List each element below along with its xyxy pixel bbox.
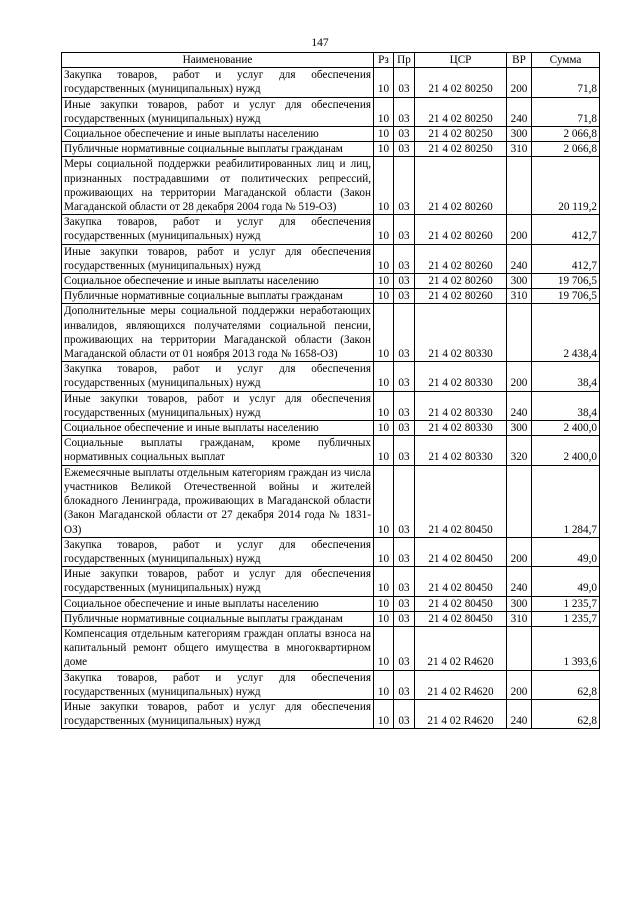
- cell-pr: 03: [394, 436, 415, 465]
- table-row: [62, 421, 600, 436]
- cell-csr: 21 4 02 80450: [415, 567, 507, 596]
- cell-csr: 21 4 02 80330: [415, 391, 507, 420]
- table-header-row: [62, 53, 600, 68]
- budget-table: [61, 52, 600, 729]
- cell-vr: 310: [507, 611, 532, 626]
- cell-rz: 10: [374, 567, 394, 596]
- table-row: [62, 465, 600, 537]
- cell-vr: 200: [507, 362, 532, 391]
- cell-pr: 03: [394, 567, 415, 596]
- cell-pr: 03: [394, 97, 415, 126]
- cell-csr: 21 4 02 80450: [415, 611, 507, 626]
- table-row: [62, 391, 600, 420]
- cell-pr: 03: [394, 157, 415, 215]
- table-row: [62, 127, 600, 142]
- cell-pr: 03: [394, 274, 415, 289]
- cell-pr: 03: [394, 670, 415, 699]
- cell-rz: 10: [374, 596, 394, 611]
- cell-csr: 21 4 02 80250: [415, 142, 507, 157]
- table-row: [62, 274, 600, 289]
- header-name: Наименование: [62, 53, 374, 68]
- table-row: [62, 699, 600, 728]
- cell-name: Ежемесячные выплаты отдельным категориям граждан из числа участников Великой Отечественной войны и жителей блокадного Ленинграда, проживающих в Магаданской области (Закон Магаданской области от 27 декабря 2014 года № 1831-ОЗ): [62, 465, 374, 537]
- cell-name: Закупка товаров, работ и услуг для обеспечения государственных (муниципальных) нужд: [62, 68, 374, 97]
- cell-pr: 03: [394, 699, 415, 728]
- cell-sum: 20 119,2: [532, 157, 600, 215]
- cell-vr: 300: [507, 127, 532, 142]
- cell-rz: 10: [374, 537, 394, 566]
- cell-sum: 1 235,7: [532, 596, 600, 611]
- cell-rz: 10: [374, 289, 394, 304]
- cell-pr: 03: [394, 362, 415, 391]
- cell-pr: 03: [394, 611, 415, 626]
- cell-vr: 240: [507, 567, 532, 596]
- cell-pr: 03: [394, 142, 415, 157]
- cell-name: Иные закупки товаров, работ и услуг для обеспечения государственных (муниципальных) нужд: [62, 244, 374, 273]
- header-rz: Рз: [374, 53, 394, 68]
- cell-csr: 21 4 02 80260: [415, 274, 507, 289]
- cell-rz: 10: [374, 436, 394, 465]
- cell-sum: 2 066,8: [532, 142, 600, 157]
- cell-vr: 320: [507, 436, 532, 465]
- cell-name: Закупка товаров, работ и услуг для обеспечения государственных (муниципальных) нужд: [62, 215, 374, 244]
- cell-rz: 10: [374, 699, 394, 728]
- cell-vr: 240: [507, 391, 532, 420]
- cell-vr: 240: [507, 699, 532, 728]
- cell-csr: 21 4 02 80260: [415, 244, 507, 273]
- header-pr: Пр: [394, 53, 415, 68]
- cell-vr: 200: [507, 537, 532, 566]
- cell-sum: 62,8: [532, 670, 600, 699]
- cell-name: Социальное обеспечение и иные выплаты населению: [62, 127, 374, 142]
- cell-sum: 49,0: [532, 537, 600, 566]
- cell-vr: 200: [507, 670, 532, 699]
- cell-csr: 21 4 02 R4620: [415, 670, 507, 699]
- cell-pr: 03: [394, 391, 415, 420]
- cell-pr: 03: [394, 304, 415, 362]
- table-row: [62, 157, 600, 215]
- cell-rz: 10: [374, 304, 394, 362]
- cell-sum: 38,4: [532, 391, 600, 420]
- cell-pr: 03: [394, 626, 415, 670]
- cell-csr: 21 4 02 80250: [415, 127, 507, 142]
- cell-sum: 49,0: [532, 567, 600, 596]
- cell-csr: 21 4 02 80330: [415, 436, 507, 465]
- cell-pr: 03: [394, 289, 415, 304]
- cell-sum: 1 393,6: [532, 626, 600, 670]
- cell-sum: 71,8: [532, 68, 600, 97]
- cell-rz: 10: [374, 421, 394, 436]
- cell-sum: 2 438,4: [532, 304, 600, 362]
- cell-name: Социальные выплаты гражданам, кроме публичных нормативных социальных выплат: [62, 436, 374, 465]
- cell-vr: [507, 157, 532, 215]
- cell-rz: 10: [374, 611, 394, 626]
- cell-name: Иные закупки товаров, работ и услуг для обеспечения государственных (муниципальных) нужд: [62, 567, 374, 596]
- cell-sum: 38,4: [532, 362, 600, 391]
- cell-sum: 62,8: [532, 699, 600, 728]
- cell-rz: 10: [374, 127, 394, 142]
- table-row: [62, 670, 600, 699]
- cell-sum: 19 706,5: [532, 274, 600, 289]
- cell-sum: 2 400,0: [532, 436, 600, 465]
- cell-pr: 03: [394, 465, 415, 537]
- table-row: [62, 244, 600, 273]
- cell-rz: 10: [374, 274, 394, 289]
- cell-name: Компенсация отдельным категориям граждан оплаты взноса на капитальный ремонт общего имущества в многоквартирном доме: [62, 626, 374, 670]
- cell-rz: 10: [374, 391, 394, 420]
- cell-name: Иные закупки товаров, работ и услуг для обеспечения государственных (муниципальных) нужд: [62, 97, 374, 126]
- cell-sum: 1 284,7: [532, 465, 600, 537]
- cell-rz: 10: [374, 626, 394, 670]
- table-row: [62, 289, 600, 304]
- cell-sum: 412,7: [532, 215, 600, 244]
- cell-csr: 21 4 02 80260: [415, 289, 507, 304]
- table-row: [62, 567, 600, 596]
- cell-rz: 10: [374, 362, 394, 391]
- cell-name: Дополнительные меры социальной поддержки неработающих инвалидов, являющихся получателями социальной пенсии, проживающих на территории Магаданской области (Закон Магаданской области от 01 ноября 2013 года № 1658-ОЗ): [62, 304, 374, 362]
- cell-sum: 1 235,7: [532, 611, 600, 626]
- cell-vr: 300: [507, 421, 532, 436]
- cell-csr: 21 4 02 80260: [415, 157, 507, 215]
- cell-name: Закупка товаров, работ и услуг для обеспечения государственных (муниципальных) нужд: [62, 362, 374, 391]
- cell-rz: 10: [374, 670, 394, 699]
- page-number: 147: [311, 37, 329, 49]
- table-row: [62, 611, 600, 626]
- cell-vr: 300: [507, 596, 532, 611]
- cell-rz: 10: [374, 215, 394, 244]
- cell-pr: 03: [394, 127, 415, 142]
- cell-pr: 03: [394, 244, 415, 273]
- cell-csr: 21 4 02 80330: [415, 304, 507, 362]
- cell-name: Социальное обеспечение и иные выплаты населению: [62, 421, 374, 436]
- cell-name: Социальное обеспечение и иные выплаты населению: [62, 596, 374, 611]
- cell-csr: 21 4 02 R4620: [415, 699, 507, 728]
- cell-rz: 10: [374, 97, 394, 126]
- table-row: [62, 436, 600, 465]
- cell-csr: 21 4 02 80250: [415, 68, 507, 97]
- cell-pr: 03: [394, 421, 415, 436]
- table-row: [62, 626, 600, 670]
- cell-csr: 21 4 02 80450: [415, 596, 507, 611]
- cell-name: Меры социальной поддержки реабилитированных лиц и лиц, признанных пострадавшими от политических репрессий, проживающих на территории Магаданской области (Закон Магаданской области от 28 декабря 2004 года № 519-ОЗ): [62, 157, 374, 215]
- cell-sum: 2 066,8: [532, 127, 600, 142]
- table-row: [62, 215, 600, 244]
- cell-pr: 03: [394, 596, 415, 611]
- cell-vr: 310: [507, 289, 532, 304]
- header-vr: ВР: [507, 53, 532, 68]
- cell-vr: 240: [507, 244, 532, 273]
- cell-name: Иные закупки товаров, работ и услуг для обеспечения государственных (муниципальных) нужд: [62, 391, 374, 420]
- table-row: [62, 304, 600, 362]
- cell-vr: [507, 465, 532, 537]
- cell-name: Публичные нормативные социальные выплаты гражданам: [62, 142, 374, 157]
- cell-rz: 10: [374, 142, 394, 157]
- cell-csr: 21 4 02 80330: [415, 421, 507, 436]
- table-row: [62, 537, 600, 566]
- table-row: [62, 362, 600, 391]
- cell-csr: 21 4 02 80330: [415, 362, 507, 391]
- cell-vr: 310: [507, 142, 532, 157]
- cell-vr: [507, 626, 532, 670]
- cell-vr: [507, 304, 532, 362]
- cell-sum: 412,7: [532, 244, 600, 273]
- cell-name: Закупка товаров, работ и услуг для обеспечения государственных (муниципальных) нужд: [62, 670, 374, 699]
- cell-rz: 10: [374, 465, 394, 537]
- cell-sum: 71,8: [532, 97, 600, 126]
- cell-csr: 21 4 02 80250: [415, 97, 507, 126]
- cell-vr: 240: [507, 97, 532, 126]
- cell-rz: 10: [374, 244, 394, 273]
- cell-vr: 200: [507, 215, 532, 244]
- header-sum: Сумма: [532, 53, 600, 68]
- cell-name: Публичные нормативные социальные выплаты гражданам: [62, 289, 374, 304]
- table-row: [62, 97, 600, 126]
- cell-csr: 21 4 02 80450: [415, 537, 507, 566]
- cell-rz: 10: [374, 68, 394, 97]
- cell-csr: 21 4 02 R4620: [415, 626, 507, 670]
- header-csr: ЦСР: [415, 53, 507, 68]
- cell-pr: 03: [394, 68, 415, 97]
- cell-csr: 21 4 02 80450: [415, 465, 507, 537]
- cell-vr: 300: [507, 274, 532, 289]
- cell-rz: 10: [374, 157, 394, 215]
- table-row: [62, 142, 600, 157]
- cell-name: Закупка товаров, работ и услуг для обеспечения государственных (муниципальных) нужд: [62, 537, 374, 566]
- cell-sum: 19 706,5: [532, 289, 600, 304]
- cell-pr: 03: [394, 537, 415, 566]
- cell-name: Иные закупки товаров, работ и услуг для обеспечения государственных (муниципальных) нужд: [62, 699, 374, 728]
- cell-pr: 03: [394, 215, 415, 244]
- table-body: [62, 68, 600, 729]
- cell-name: Публичные нормативные социальные выплаты гражданам: [62, 611, 374, 626]
- cell-csr: 21 4 02 80260: [415, 215, 507, 244]
- table-row: [62, 596, 600, 611]
- cell-vr: 200: [507, 68, 532, 97]
- cell-sum: 2 400,0: [532, 421, 600, 436]
- cell-name: Социальное обеспечение и иные выплаты населению: [62, 274, 374, 289]
- table-row: [62, 68, 600, 97]
